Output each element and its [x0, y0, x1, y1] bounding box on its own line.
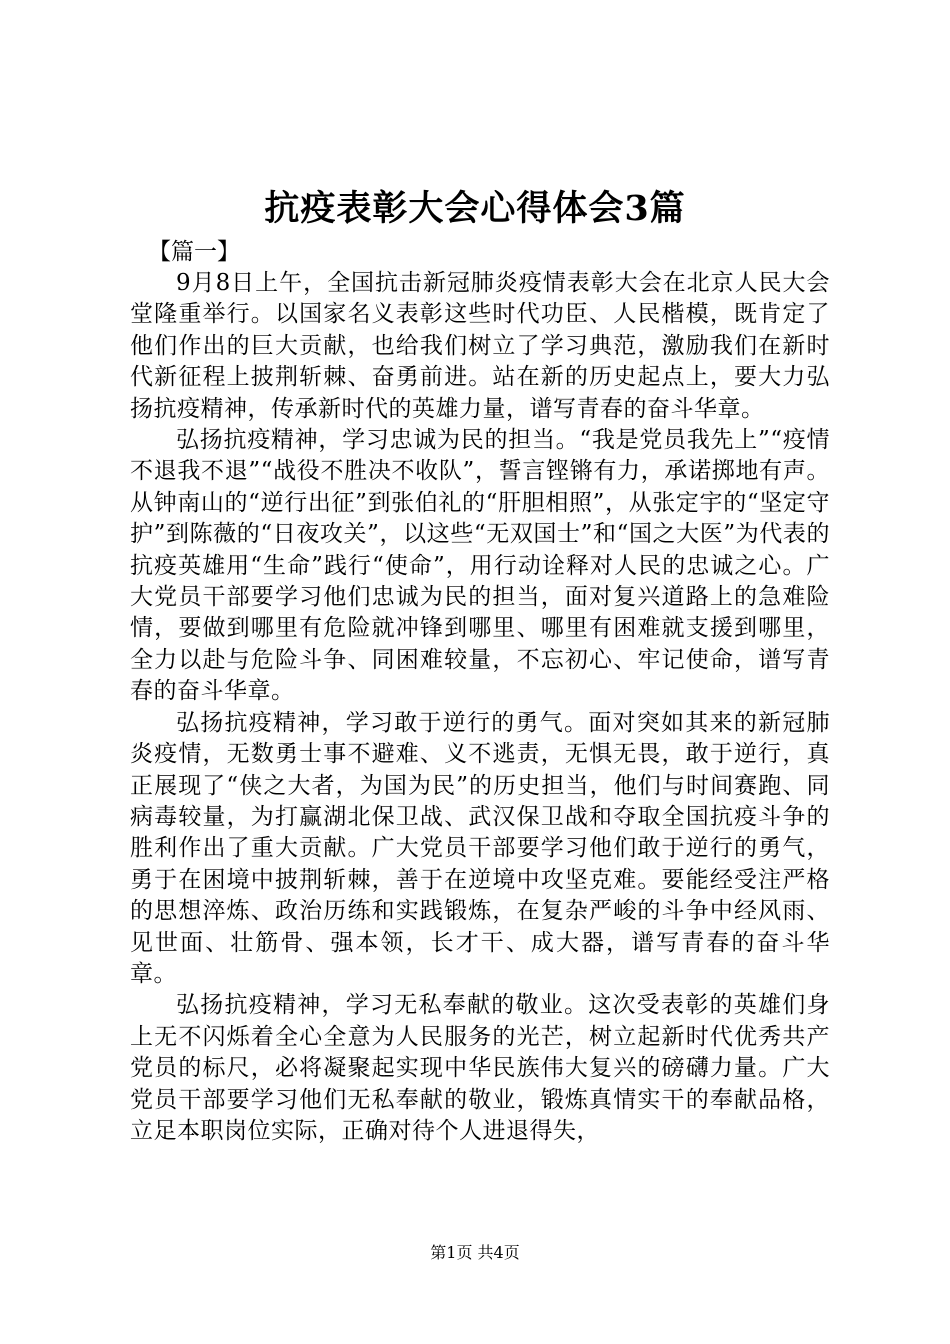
paragraph-1: 9月8日上午，全国抗击新冠肺炎疫情表彰大会在北京人民大会堂隆重举行。以国家名义表彰这些时代功臣、人民楷模，既肯定了他们作出的巨大贡献，也给我们树立了学习典范，激励我们在新时代新征程上披荆斩棘、奋勇前进。站在新的历史起点上，要大力弘扬抗疫精神，传承新时代的英雄力量，谱写青春的奋斗华章。 [130, 270, 830, 422]
section-label: 【篇一】 [148, 239, 240, 265]
document-body [130, 268, 830, 1147]
paragraph-2: 弘扬抗疫精神，学习忠诚为民的担当。“我是党员我先上”“疫情不退我不退”“战役不胜决不收队”，誓言铿锵有力，承诺掷地有声。从钟南山的“逆行出征”到张伯礼的“肝胆相照”，从张定宇的“坚定守护”到陈薇的“日夜攻关”，以这些“无双国士”和“国之大医”为代表的抗疫英雄用“生命”践行“使命”，用行动诠释对人民的忠诚之心。广大党员干部要学习他们忠诚为民的担当，面对复兴道路上的急难险情，要做到哪里有危险就冲锋到哪里、哪里有困难就支援到哪里，全力以赴与危险斗争、同困难较量，不忘初心、牢记使命，谱写青春的奋斗华章。 [130, 427, 830, 705]
paragraph-3: 弘扬抗疫精神，学习敢于逆行的勇气。面对突如其来的新冠肺炎疫情，无数勇士事不避难、义不逃责，无惧无畏，敢于逆行，真正展现了“侠之大者，为国为民”的历史担当，他们与时间赛跑、同病毒较量，为打赢湖北保卫战、武汉保卫战和夺取全国抗疫斗争的胜利作出了重大贡献。广大党员干部要学习他们敢于逆行的勇气，勇于在困境中披荆斩棘，善于在逆境中攻坚克难。要能经受注严格的思想淬炼、政治历练和实践锻炼，在复杂严峻的斗争中经风雨、见世面、壮筋骨、强本领，长才干、成大器，谱写青春的奋斗华章。 [130, 709, 830, 987]
paragraph-4: 弘扬抗疫精神，学习无私奉献的敬业。这次受表彰的英雄们身上无不闪烁着全心全意为人民服务的光芒，树立起新时代优秀共产党员的标尺，必将凝聚起实现中华民族伟大复兴的磅礴力量。广大党员干部要学习他们无私奉献的敬业，锻炼真情实干的奉献品格，立足本职岗位实际，正确对待个人进退得失， [130, 992, 830, 1144]
page-footer: 第1页 共4页 [430, 1243, 520, 1262]
document-title: 抗疫表彰大会心得体会3篇 [264, 188, 686, 229]
